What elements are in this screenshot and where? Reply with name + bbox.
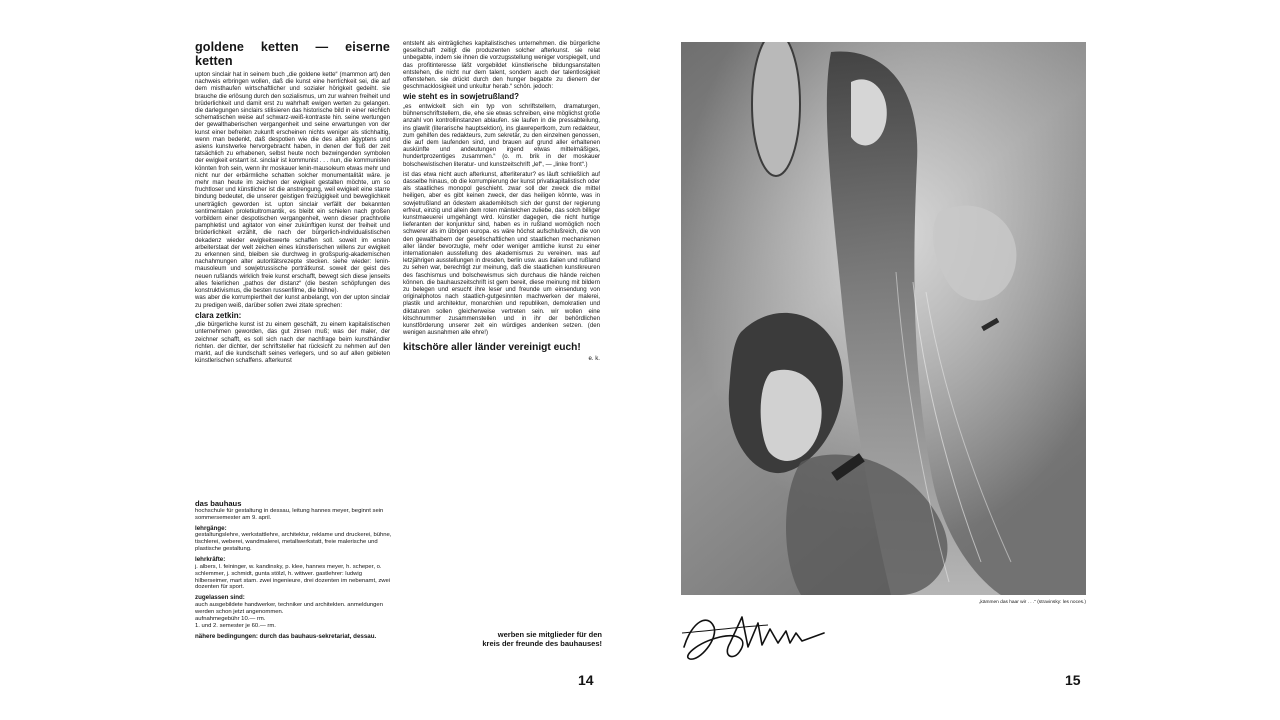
- article-paragraph: upton sinclair hat in seinem buch „die goldene kette“ (mammon art) den nachweis erbringen wollen, daß die kunst eine herrlichkeit sei, die auf dem misthaufen wirtschaftlicher und sozialer hörigkeit gedeiht. sie brauche die erlösung durch den sozialismus, um zur wahren freiheit und brüderlichkeit und damit erst zu wahrhaft ewigen werten zu gelangen. die darlegungen sinclairs stilisieren das historische bild in einer reichlich schematischen weise auf schwarz-weiß-kontraste hin. seine wertungen der gewalthaberischen vergangenheit und seine erwartungen von der kunst einer befreiten zukunft erscheinen nichts weniger als stichhaltig, wenn man bedenkt, daß despotien wie die des alten ägyptens und asiens kunstwerke hervorgebracht haben, in denen der fluß der zeit tatsächlich zu erhabenen, selbst heute noch bezwingenden symbolen der ewigkeit erstarrt ist. sinclair ist kommunist . . . nun, die kommunisten könnten froh sein, wenn ihr moskauer lenin-mausoleum etwas mehr und nicht nur der erbärmliche schatten solcher monumentalität wäre. je mehr man heute im zeichen der ewigkeit gestalten möchte, um so fruchtloser und künstlicher ist die anstrengung, weil ewigkeit eine starre bindung bedeutet, die unserer geistigen freizügigkeit und beweglichkeit unerträglich geworden ist. upton sinclair verfällt der bekannten sentimentalen proletkultromantik, es bleibt ein schielen nach großen vorbildern einer despotischen vergangenheit, wenn dieser prachtvolle pamphletist und agitator von einer zukünftigen kunst der freiheit und brüderlichkeit erzählt, die nach der bürgerlich-individualistischen dekadenz wieder ewigkeitswerte schaffen soll. soweit im ersten arbeiterstaat der welt zeichen eines künstlerischen willens zur ewigkeit zu erkennen sind, bleiben sie durchweg in großspurig-akademischen nachahmungen alter autoritätsrezepte stecken. siehe wieder: lenin-mausoleum und sowjetrussische porträtkunst. soweit der geist des neuen rußlands wirklich freie kunst erschafft, bewegt sich diese jenseits alles feierlichen „pathos der distanz“ (die besten schöpfungen des konstruktivismus, die besten russenfilme, die bühne).: [195, 71, 390, 295]
- notice-title: das bauhaus: [195, 499, 242, 508]
- fee-line: aufnahmegebühr 10.— rm.: [195, 615, 266, 622]
- membership-appeal: [432, 630, 602, 648]
- article-analysis: ist das etwa nicht auch afterkunst, afterliteratur? es läuft schließlich auf dasselbe hinaus, ob die korrumpierung der kunst privatkapitalistisch oder als staatliches monopol geschieht. zwar soll der zweck die mittel heiligen, aber es gibt keinen zweck, der das heiligen könnte, was in sowjetrußland an ödestem akademikitsch sich der gunst der regierung erfreut, einzig und allein dem roten mäntelchen zuliebe, das solch billiger kunstmaeuerei umgehängt wird. künstler dagegen, die nicht hurtige lieferanten der konjunktur sind, haben es in rußland womöglich noch schwerer als im übrigen europa. es wäre höchst aufschlußreich, die von den gewalthabern der gesellschaftlichen und staatlichen mechanismen aller länder bevorzugte, mehr oder weniger amtliche kunst zu einer internationalen ausstellung des akademismus zu vereinen. was auf letzjährigen ausstellungen in dresden, berlin usw. aus italien und rußland zu sehen war, berechtigt zur meinung, daß die staatlichen kunstkreuren des faschismus und bolschewismus sich durchaus die hände reichen können. die bauhauszeitschrift ist gern bereit, diese meinung mit bildern zu belegen und ersucht ihre leser und freunde um einsendung von originalphotos nach staatlich-gutgesinnten machwerken der malerei, plastik und architektur, monarchien und republiken, demokratien und diktaturen sollen gleicherweise vertreten sein. wir wollen eine kitschnummer zusammenstellen und in ihr der behördlichen kunstförderung unserer zeit ein würdiges andenken setzen. (den wenigen ausnahmen alle ehre!): [403, 170, 600, 337]
- teachers-text: j. albers, l. feininger, w. kandinsky, p. klee, hannes meyer, h. scheper, o. schlemmer, j. schmidt, gunta stölzl, h. wittwer. gastlehrer: ludwig hilberseimer, mart stam. zwei ingenieure, drei dozenten im nebenamt, zwei dozenten für sport.: [195, 563, 391, 591]
- illustration-caption: „kämmen das haar wir . . .“ (stravinsky: les noces.): [978, 600, 1086, 605]
- notice-intro: hochschule für gestaltung in dessau, leitung hannes meyer, beginnt sein sommersemester am 9. april.: [195, 508, 384, 521]
- zetkin-quote: „die bürgerliche kunst ist zu einem geschäft, zu einem kapitalistischen unternehmen geworden, das gut zinsen muß; was der maler, der zeichner schafft, es soll sich nach der nachfrage beim kunsthändler richten. der dichter, der schriftsteller hat rücksicht zu nehmen auf den markt, auf die kundschaft seines verlegers, und so auf allen gebieten künstlerischen schaffens. afterkunst: [195, 321, 390, 365]
- admission-text: auch ausgebildete handwerker, techniker und architekten. anmeldungen werden schon jetzt angenommen.: [195, 601, 383, 615]
- conditions-text: nähere bedingungen: durch das bauhaus-sekretariat, dessau.: [195, 632, 377, 640]
- semester-line: 1. und 2. semester je 60.— rm.: [195, 622, 276, 629]
- page-number-right: 15: [1065, 672, 1081, 688]
- teachers-heading: lehrkräfte:: [195, 556, 226, 564]
- section-heading: wie steht es in sowjetrußland?: [403, 92, 520, 102]
- appeal-line: werben sie mitglieder für den: [497, 630, 602, 639]
- artist-signature: [678, 603, 828, 667]
- bauhaus-notice: [195, 499, 395, 640]
- soviet-quote: „es entwickelt sich ein typ von schriftstellern, dramaturgen, bühnenschriftstellern, die, ehe sie etwas schreiben, eine möglichst große anzahl von kontrollinstanzen ablaufen. sie laufen in die pressabteilung, ins glawlit (literarische hauptsektion), ins glawrepertkom, zum redakteur, zum gehilfen des redakteurs, zum sekretär, zu den einzelnen genossen, die auf dem laufenden sind, und brauen auf grund aller erhaltenen auskünfte und andeutungen irgend etwas mittelmäßiges, hundertprozentiges zusammen.“ (o. m. brik in der moskauer bolschewistischen literatur- und kunstzeitschrift „lef“, — „linke front“.): [403, 102, 600, 168]
- courses-heading: lehrgänge:: [195, 524, 227, 532]
- hair-combing-illustration: [681, 42, 1086, 595]
- quote-heading: clara zetkin:: [195, 310, 242, 320]
- courses-text: gestaltungslehre, werkstattlehre, architektur, reklame und druckerei, bühne, tischlerei, weberei, wandmalerei, metallwerkstatt, freie malerische und plastische gestaltung.: [195, 532, 392, 553]
- illustration-plate: [681, 42, 1086, 595]
- closing-heading: kitschöre aller länder vereinigt euch!: [403, 342, 581, 354]
- appeal-line: kreis der freunde des bauhauses!: [482, 639, 602, 648]
- article-paragraph: was aber die korrumpiertheit der kunst anbelangt, von der upton sinclair zu predigen weiß, darüber sollen zwei zitate sprechen:: [195, 294, 390, 309]
- author-initials: e. k.: [588, 355, 600, 363]
- article-continuation: entsteht als einträgliches kapitalistisches unternehmen. die bürgerliche gesellschaft zeitigt die produzenten solcher afterkunst. sie relat unbegabte, indem sie ihnen die vorzugsstellung weniger vorspiegelt, und das profitinteresse läßt vorgebildet künstlerische bildungsanstalten entstehen, die nicht nur dem talent, sondern auch der talentlosigkeit offenstehen. sie drückt durch den hunger begabte zu dienern der geschmacklosigkeit und unkultur herab.“ schön. jedoch:: [403, 40, 600, 91]
- right-page: [640, 0, 1280, 720]
- article-column-right: [403, 40, 600, 363]
- page-number-left: 14: [578, 672, 594, 688]
- article-title: goldene ketten — eiserne ketten: [195, 40, 390, 68]
- article-column-left: [195, 40, 390, 364]
- hand-mirror: [752, 42, 800, 176]
- admission-heading: zugelassen sind:: [195, 594, 245, 602]
